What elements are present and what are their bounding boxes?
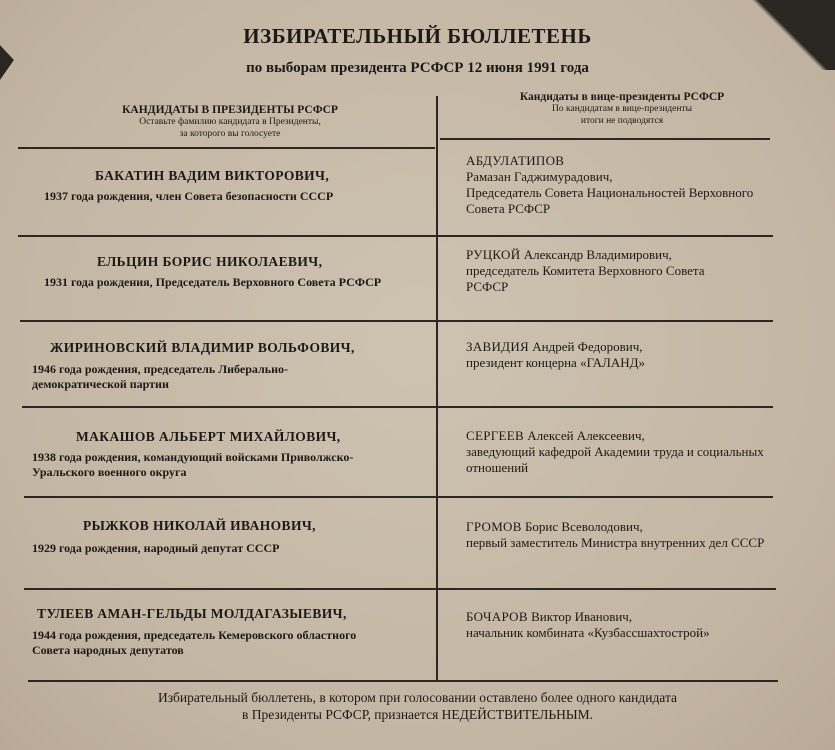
vp-candidate xyxy=(466,609,786,641)
ballot-footer-note xyxy=(40,689,795,723)
president-candidate-name[interactable]: ЖИРИНОВСКИЙ ВЛАДИМИР ВОЛЬФОВИЧ, xyxy=(50,340,355,355)
vp-header-note-2: итоги не подводятся xyxy=(580,116,664,126)
vp-candidate xyxy=(466,339,786,371)
president-header-note-2: за которого вы голосуете xyxy=(179,129,281,139)
row-divider xyxy=(18,147,435,149)
vp-candidate xyxy=(466,428,786,476)
president-header-note-1: Оставьте фамилию кандидата в Президенты, xyxy=(139,117,321,127)
president-candidate-info: 1931 года рождения, Председатель Верховного Совета РСФСР xyxy=(44,275,382,289)
footer-line-2: в Президенты РСФСР, признается НЕДЕЙСТВИТЕЛЬНЫМ. xyxy=(241,707,594,722)
vp-candidate xyxy=(466,519,786,551)
column-divider xyxy=(436,96,438,680)
vp-surname: ЗАВИДИЯ xyxy=(466,339,529,354)
president-column-header xyxy=(60,104,400,140)
vp-surname: БОЧАРОВ xyxy=(466,609,528,624)
vp-given-names: Алексей Алексеевич, xyxy=(527,428,645,443)
president-candidate-info: 1944 года рождения, председатель Кемеровского областного Совета народных депутатов xyxy=(32,628,357,657)
ballot-title: ИЗБИРАТЕЛЬНЫЙ БЮЛЛЕТЕНЬ xyxy=(243,24,592,48)
vp-surname: ГРОМОВ xyxy=(466,519,522,534)
vp-surname: РУЦКОЙ xyxy=(466,247,521,262)
vp-column-header xyxy=(462,91,782,127)
vp-given-names: Андрей Федорович, xyxy=(532,339,643,354)
president-header-title: КАНДИДАТЫ В ПРЕЗИДЕНТЫ РСФСР xyxy=(122,104,338,116)
vp-surname: СЕРГЕЕВ xyxy=(466,428,525,443)
vp-info: первый заместитель Министра внутренних дел СССР xyxy=(466,535,765,550)
row-divider xyxy=(20,320,773,322)
row-divider xyxy=(24,588,776,590)
president-candidate-name[interactable]: МАКАШОВ АЛЬБЕРТ МИХАЙЛОВИЧ, xyxy=(76,429,341,444)
vp-header-note-1: По кандидатам в вице-президенты xyxy=(552,104,692,114)
row-divider xyxy=(28,680,778,682)
president-candidate-name[interactable]: БАКАТИН ВАДИМ ВИКТОРОВИЧ, xyxy=(95,168,330,183)
ballot-subtitle: по выборам президента РСФСР 12 июня 1991 года xyxy=(246,60,589,76)
row-divider xyxy=(22,406,773,408)
president-candidate-info: 1937 года рождения, член Совета безопасности СССР xyxy=(44,189,334,203)
vp-given-names: Рамазан Гаджимурадович, xyxy=(466,169,613,184)
vp-header-title: Кандидаты в вице-президенты РСФСР xyxy=(519,91,725,103)
vp-info: председатель Комитета Верховного Совета РСФСР xyxy=(466,263,705,294)
vp-candidate xyxy=(466,153,786,217)
president-candidate-info: 1929 года рождения, народный депутат СССР xyxy=(32,541,280,555)
vp-given-names: Виктор Иванович, xyxy=(531,609,633,624)
vp-info: Председатель Совета Национальностей Верховного Совета РСФСР xyxy=(466,185,754,216)
vp-info: заведующий кафедрой Академии труда и социальных отношений xyxy=(466,444,764,475)
president-candidate-name[interactable]: ЕЛЬЦИН БОРИС НИКОЛАЕВИЧ, xyxy=(97,254,323,269)
row-divider xyxy=(18,235,773,237)
footer-line-1: Избирательный бюллетень, в котором при голосовании оставлено более одного кандидата xyxy=(157,690,678,705)
president-candidate-info: 1946 года рождения, председатель Либерально-демократической партии xyxy=(32,362,288,391)
row-divider xyxy=(440,138,770,140)
vp-info: начальник комбината «Кузбассшахтострой» xyxy=(466,625,710,640)
row-divider xyxy=(24,496,773,498)
president-candidate-info: 1938 года рождения, командующий войсками Приволжско-Уральского военного округа xyxy=(32,450,354,479)
vp-candidate xyxy=(466,247,786,295)
vp-info: президент концерна «ГАЛАНД» xyxy=(466,355,646,370)
vp-given-names: Борис Всеволодович, xyxy=(524,519,643,534)
vp-surname: АБДУЛАТИПОВ xyxy=(466,153,565,168)
president-candidate-name[interactable]: ТУЛЕЕВ АМАН-ГЕЛЬДЫ МОЛДАГАЗЫЕВИЧ, xyxy=(37,606,347,621)
vp-given-names: Александр Владимирович, xyxy=(523,247,672,262)
president-candidate-name[interactable]: РЫЖКОВ НИКОЛАЙ ИВАНОВИЧ, xyxy=(83,518,316,533)
